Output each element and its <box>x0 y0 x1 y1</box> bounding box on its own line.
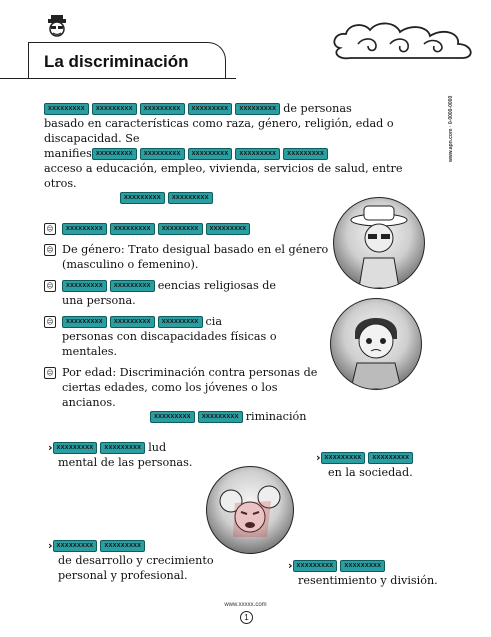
highlight-block: xxxxxxxxx <box>168 192 213 204</box>
effect-text: resentimiento y división. <box>298 574 438 587</box>
types-heading <box>120 190 216 205</box>
highlight-block: xxxxxxxxx <box>100 442 145 454</box>
effects-heading <box>150 409 306 424</box>
footer-site: www.xxxxx.com <box>224 602 267 608</box>
highlight-block: xxxxxxxxx <box>235 103 280 115</box>
effect-item-2 <box>316 450 476 480</box>
item-text: eencias religiosas de <box>157 279 277 292</box>
page-title: La discriminación <box>44 52 189 71</box>
highlight-block: xxxxxxxxx <box>206 223 251 235</box>
highlight-block: xxxxxxxxx <box>340 560 385 572</box>
illustration-boy <box>330 298 422 390</box>
types-list <box>44 221 334 410</box>
effect-item-3 <box>48 538 218 583</box>
intro-line-4: acceso a educación, empleo, vivienda, servicios de salud, entre otros. <box>44 162 403 190</box>
list-item <box>44 242 334 272</box>
highlight-block: xxxxxxxxx <box>158 316 203 328</box>
highlight-block: xxxxxxxxx <box>293 560 338 572</box>
title-underline <box>0 78 236 79</box>
sad-face-icon: ☹ <box>44 223 56 235</box>
list-item <box>44 221 334 236</box>
highlight-block: xxxxxxxxx <box>53 442 98 454</box>
effect-text: personal y profesional. <box>58 569 188 582</box>
highlight-block: xxxxxxxxx <box>53 540 98 552</box>
item-text: cia <box>205 315 223 328</box>
item-text: De género: Trato desigual basado en el género <box>62 243 329 256</box>
list-item <box>44 278 334 308</box>
highlight-block: xxxxxxxxx <box>92 103 137 115</box>
intro-line-3-head: manifies <box>44 147 92 160</box>
intro-line-1 <box>44 101 436 116</box>
highlight-block: xxxxxxxxx <box>120 192 165 204</box>
item-text: (masculino o femenino). <box>62 258 199 271</box>
arrow-bullet-icon: › <box>316 451 321 464</box>
highlight-block: xxxxxxxxx <box>92 148 137 160</box>
highlight-block: xxxxxxxxx <box>100 540 145 552</box>
highlight-block: xxxxxxxxx <box>140 103 185 115</box>
effect-item-1 <box>48 440 248 470</box>
effect-text: de desarrollo y crecimiento <box>58 554 214 567</box>
item-text: personas con discapacidades físicas o mentales. <box>62 330 277 358</box>
sad-face-icon: ☹ <box>44 244 56 256</box>
item-text: ciertas edades, como los jóvenes o los ancianos. <box>62 381 278 409</box>
highlight-block: xxxxxxxxx <box>198 411 243 423</box>
highlight-block: xxxxxxxxx <box>235 148 280 160</box>
arrow-bullet-icon: › <box>48 441 53 454</box>
highlight-block: xxxxxxxxx <box>188 148 233 160</box>
effect-text: lud <box>148 441 167 454</box>
intro-paragraph <box>44 101 436 191</box>
highlight-block: xxxxxxxxx <box>62 280 107 292</box>
effect-text: en la sociedad. <box>328 466 413 479</box>
sad-face-icon: ☹ <box>44 280 56 292</box>
effect-item-4 <box>288 558 468 588</box>
list-item <box>44 365 334 410</box>
highlight-block: xxxxxxxxx <box>150 411 195 423</box>
highlight-block: xxxxxxxxx <box>158 223 203 235</box>
arrow-bullet-icon: › <box>48 539 53 552</box>
illustration-angry-kids <box>206 466 294 554</box>
item-text: Por edad: Discriminación contra personas de <box>62 366 318 379</box>
highlight-block: xxxxxxxxx <box>283 148 328 160</box>
highlight-block: xxxxxxxxx <box>140 148 185 160</box>
item-text: una persona. <box>62 294 136 307</box>
highlight-block: xxxxxxxxx <box>110 280 155 292</box>
highlight-block: xxxxxxxxx <box>110 316 155 328</box>
highlight-block: xxxxxxxxx <box>62 223 107 235</box>
page-number: 1 <box>240 611 253 624</box>
sad-face-icon: ☹ <box>44 316 56 328</box>
intro-line-1-tail: de personas <box>283 102 352 115</box>
illustration-man-with-hat <box>333 197 425 289</box>
highlight-block: xxxxxxxxx <box>110 223 155 235</box>
arrow-bullet-icon: › <box>288 559 293 572</box>
highlight-block: xxxxxxxxx <box>44 103 89 115</box>
highlight-block: xxxxxxxxx <box>62 316 107 328</box>
side-vertical-text: www.apn.com · 0-0000-0000 <box>448 95 454 162</box>
sad-face-icon: ☹ <box>44 367 56 379</box>
cloud-ornament-icon <box>330 18 480 64</box>
list-item <box>44 314 334 359</box>
effect-text: mental de las personas. <box>58 456 193 469</box>
detective-icon <box>44 14 70 40</box>
highlight-block: xxxxxxxxx <box>188 103 233 115</box>
highlight-block: xxxxxxxxx <box>368 452 413 464</box>
highlight-block: xxxxxxxxx <box>321 452 366 464</box>
intro-line-2: basado en características como raza, género, religión, edad o discapacidad. Se <box>44 117 394 145</box>
intro-line-3 <box>44 146 436 161</box>
effects-heading-tail: riminación <box>245 410 307 423</box>
